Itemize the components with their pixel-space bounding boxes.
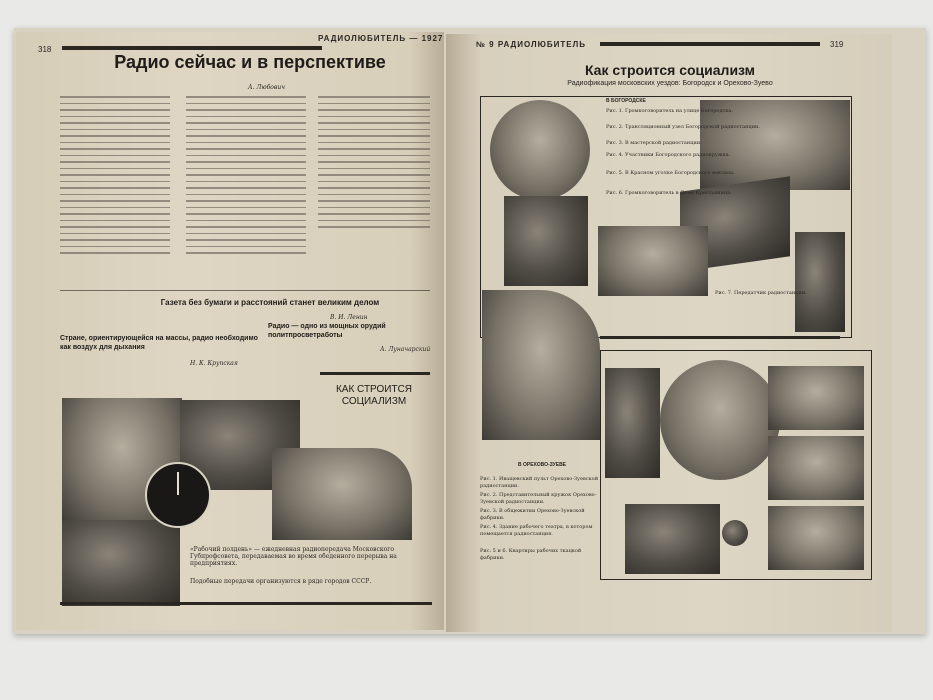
bogorodsk-caption-6: Рис. 6. Громкоговоритель в Доме Крестьянина. xyxy=(606,190,732,196)
loudspeaker-icon xyxy=(722,520,748,546)
orekhovo-caption-1: Рис. 1. Иващевский пульт Орехово-Зуевской радиостанции. xyxy=(480,476,599,489)
orekhovo-caption-3: Рис. 3. В общежитии Орехово-Зуевской фабрики. xyxy=(480,508,585,521)
right-page-subtitle: Радиофикация московских уездов: Богородск и Орехово-Зуево xyxy=(567,80,773,87)
photo-transmitter xyxy=(795,232,845,332)
photo-red-corner xyxy=(598,226,708,296)
article-column-2 xyxy=(186,96,306,276)
article-column-3 xyxy=(318,96,430,276)
clock-icon xyxy=(145,462,211,528)
right-middle-rule xyxy=(600,336,840,339)
right-page-number: 319 xyxy=(830,40,844,49)
left-header-rule xyxy=(62,46,322,50)
right-page-header: № 9 РАДИОЛЮБИТЕЛЬ xyxy=(476,40,586,49)
bogorodsk-caption-1: Рис. 1. Громкоговоритель на улице Богородска. xyxy=(606,108,733,114)
right-header-rule xyxy=(600,42,820,46)
photo-apartments-1 xyxy=(768,436,864,500)
inset-caption-2: Подобные передачи организуются в ряде городов СССР. xyxy=(190,578,372,585)
left-page-header: РАДИОЛЮБИТЕЛЬ — 1927 xyxy=(318,34,444,43)
lunacharsky-quote: Радио — одно из мощных орудий политпросветработы xyxy=(268,323,386,339)
photo-control-panel xyxy=(605,368,660,478)
article-author: А. Любович xyxy=(248,84,286,91)
bogorodsk-caption-3: Рис. 3. В мастерской радиостанции. xyxy=(606,140,702,146)
orekhovo-caption-4: Рис. 4. Здание рабочего театра, в котором помещается радиостанция. xyxy=(480,524,593,537)
photo-transmitter-node xyxy=(504,196,588,286)
bogorodsk-caption-2: Рис. 2. Трансляционный узел Богородской радиостанции. xyxy=(606,124,760,130)
photo-apartments-2 xyxy=(768,506,864,570)
lenin-quote-author: В. И. Ленин xyxy=(330,314,368,321)
photo-loudspeaker xyxy=(490,100,590,200)
photo-woman-child xyxy=(660,360,780,480)
article-column-1 xyxy=(60,96,170,276)
photo-listeners xyxy=(62,520,180,606)
photo-crowd xyxy=(482,290,600,440)
left-page-number: 318 xyxy=(38,45,52,54)
inset-title: КАК СТРОИТСЯ СОЦИАЛИЗМ xyxy=(335,384,413,407)
photo-audience xyxy=(272,448,412,540)
orekhovo-section-title: В ОРЕХОВО-ЗУЕВЕ xyxy=(517,462,567,468)
quotes-top-rule xyxy=(60,290,430,291)
photo-dormitory xyxy=(625,504,720,574)
right-page-title: Как строится социализм xyxy=(584,62,756,78)
bogorodsk-section-title: В БОГОРОДСКЕ xyxy=(606,98,646,104)
orekhovo-caption-2: Рис. 2. Представительный кружок Орехово-Зуевской радиостанции. xyxy=(480,492,597,505)
orekhovo-caption-5: Рис. 5 и 6. Квартиры рабочих ткацкой фабрики. xyxy=(480,548,582,561)
inset-title-rule xyxy=(320,372,430,375)
bogorodsk-caption-4: Рис. 4. Участники Богородского радиокружка. xyxy=(606,152,731,158)
left-bottom-rule xyxy=(60,602,432,605)
krupskaya-quote-author: Н. К. Крупская xyxy=(190,360,238,367)
lenin-quote: Газета без бумаги и расстояний станет великим делом xyxy=(160,298,380,307)
krupskaya-quote: Стране, ориентирующейся на массы, радио необходимо как воздух для дыхания xyxy=(60,335,258,351)
lunacharsky-quote-author: А. Луначарский xyxy=(380,346,431,353)
article-title: Радио сейчас и в перспективе xyxy=(114,52,386,72)
bogorodsk-caption-5: Рис. 5. В Красном уголке Богородского вокзала. xyxy=(606,170,735,176)
photo-theatre-building xyxy=(768,366,864,430)
bogorodsk-caption-7: Рис. 7. Передатчик радиостанции. xyxy=(715,290,807,296)
inset-caption: «Рабочий полдень» — ежедневная радиопередача Московского Губпрофсовета, передаваемая во время обеденного перерыва на предприятиях. xyxy=(190,546,397,567)
